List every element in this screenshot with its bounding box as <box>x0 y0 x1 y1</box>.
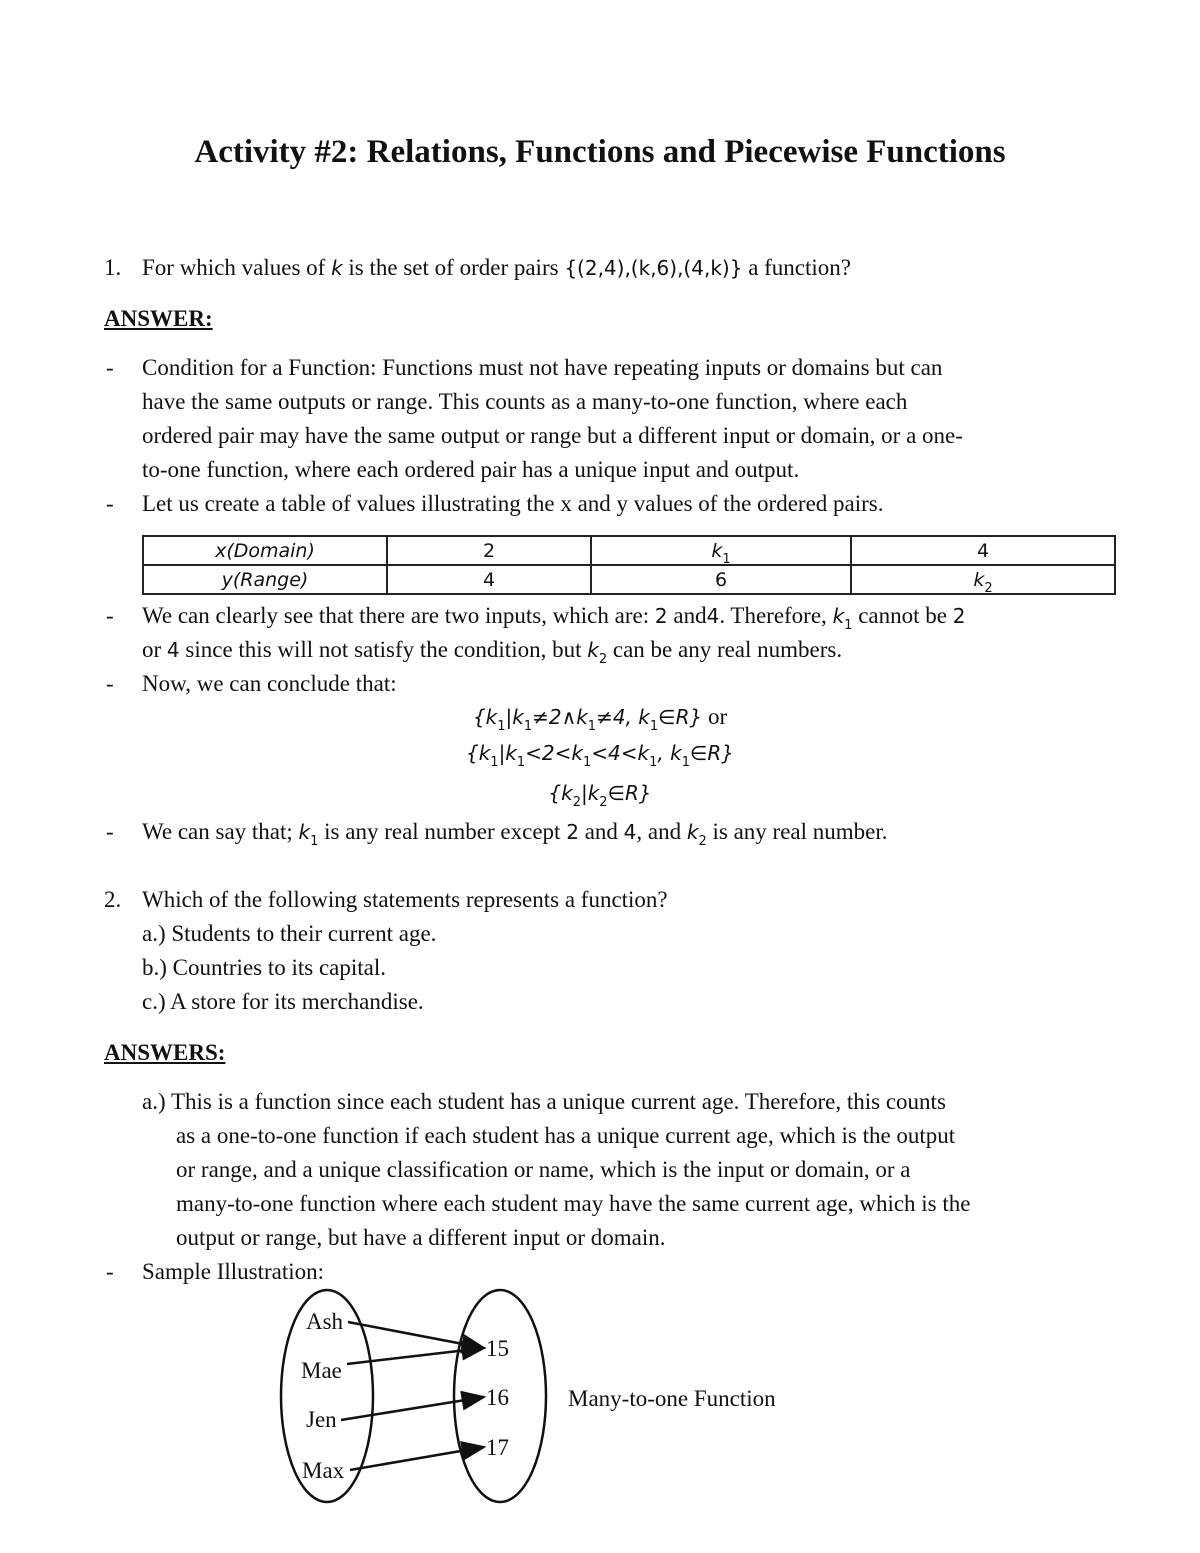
real-numbers-text: can be any real numbers. <box>612 637 843 662</box>
answer-a-line-2: as a one-to-one function if each student has a unique current age, which is the output <box>176 1123 956 1148</box>
answer-a-line-3: or range, and a unique classification or name, which is the input or domain, or a <box>176 1157 911 1182</box>
set-2: {$k_1|k_1<2<k_1<4<k_1$, $k_1\in R$} <box>465 741 735 770</box>
q1-var-k: k <box>331 256 343 280</box>
q1-text-middle: is the set of order pairs <box>348 255 559 280</box>
question-1-number: 1. <box>104 255 122 280</box>
q1-text-before: For which values of <box>142 255 326 280</box>
table-cell: 2 <box>387 536 591 565</box>
therefore-text: . Therefore, <box>719 603 827 628</box>
condition-line-3: ordered pair may have the same output or range but a different input or domain, or a one- <box>142 423 963 448</box>
answer-1-heading: ANSWER: <box>104 306 213 331</box>
question-2-text: Which of the following statements represents a function? <box>142 887 668 912</box>
and-text: and <box>673 603 707 628</box>
value-four: 4 <box>623 820 637 844</box>
set-1: {$k_1|k_1\ne 2\wedge k_1\ne 4$, $k_1\in R$} <box>472 705 703 734</box>
q1-text-after: a function? <box>748 255 852 280</box>
answer-a-line-1: a.) This is a function since each student has a unique current age. Therefore, this counts <box>142 1089 946 1114</box>
var-k2: $k_2$ <box>686 820 707 849</box>
range-item-15: 15 <box>486 1336 509 1361</box>
table-cell-x-domain: x(Domain) <box>143 536 387 565</box>
range-item-17: 17 <box>486 1435 509 1460</box>
bullet-dash: - <box>106 491 114 516</box>
summary-text: We can say that; <box>142 819 293 844</box>
mapping-arrow <box>341 1397 484 1420</box>
var-k1: $k_1$ <box>832 604 853 633</box>
answer-a-line-4: many-to-one function where each student may have the same current age, which is the <box>176 1191 971 1216</box>
value-four: 4 <box>706 604 720 628</box>
table-cell: $k_2$ <box>851 565 1115 594</box>
table-cell: 6 <box>591 565 851 594</box>
bullet-dash: - <box>106 355 114 380</box>
inputs-text: We can clearly see that there are two inputs, which are: <box>142 603 650 628</box>
domain-item-jen: Jen <box>306 1407 337 1432</box>
table-cell: 4 <box>851 536 1115 565</box>
cannot-be-text: cannot be <box>858 603 947 628</box>
bullet-dash: - <box>106 603 114 628</box>
and-text: and <box>584 819 618 844</box>
sample-illustration-label: Sample Illustration: <box>142 1259 325 1284</box>
conclude-text: Now, we can conclude that: <box>142 671 397 696</box>
var-k2: $k_2$ <box>587 638 608 667</box>
table-cell-y-range: y(Range) <box>143 565 387 594</box>
set-3: $\{k_2|k_2\in R\}$ <box>548 781 652 810</box>
bullet-dash: - <box>106 1259 114 1284</box>
bullet-dash: - <box>106 819 114 844</box>
table-cell: $k_1$ <box>591 536 851 565</box>
option-c: c.) A store for its merchandise. <box>142 989 424 1014</box>
condition-text: since this will not satisfy the condition, but <box>185 637 582 662</box>
value-two: 2 <box>654 604 668 628</box>
condition-line-4: to-one function, where each ordered pair has a unique input and output. <box>142 457 800 482</box>
table-cell: 4 <box>387 565 591 594</box>
or-text: or <box>707 704 728 729</box>
question-2-number: 2. <box>104 887 122 912</box>
or-text: or <box>142 637 162 662</box>
answer-a-line-5: output or range, but have a different input or domain. <box>176 1225 666 1250</box>
diagram-caption: Many-to-one Function <box>568 1386 776 1411</box>
option-a: a.) Students to their current age. <box>142 921 437 946</box>
condition-line-1: Condition for a Function: Functions must not have repeating inputs or domains but can <box>142 355 943 380</box>
q1-ordered-pair-set: {(2,4),(k,6),(4,k)} <box>564 256 743 280</box>
condition-line-2: have the same outputs or range. This counts as a many-to-one function, where each <box>142 389 908 414</box>
value-four: 4 <box>166 638 180 662</box>
domain-item-mae: Mae <box>301 1358 342 1383</box>
domain-item-max: Max <box>302 1458 345 1483</box>
page-title: Activity #2: Relations, Functions and Piecewise Functions <box>194 134 1006 170</box>
option-b: b.) Countries to its capital. <box>142 955 387 980</box>
var-k1: $k_1$ <box>298 820 319 849</box>
summary-text: , and <box>636 819 682 844</box>
bullet-dash: - <box>106 671 114 696</box>
summary-text: is any real number. <box>712 819 888 844</box>
domain-item-ash: Ash <box>306 1309 344 1334</box>
summary-text: is any real number except <box>324 819 561 844</box>
range-item-16: 16 <box>486 1385 509 1410</box>
value-two: 2 <box>566 820 579 844</box>
table-intro-text: Let us create a table of values illustrating the x and y values of the ordered pairs. <box>142 491 884 516</box>
value-two: 2 <box>952 604 966 628</box>
answer-2-heading: ANSWERS: <box>104 1040 226 1065</box>
